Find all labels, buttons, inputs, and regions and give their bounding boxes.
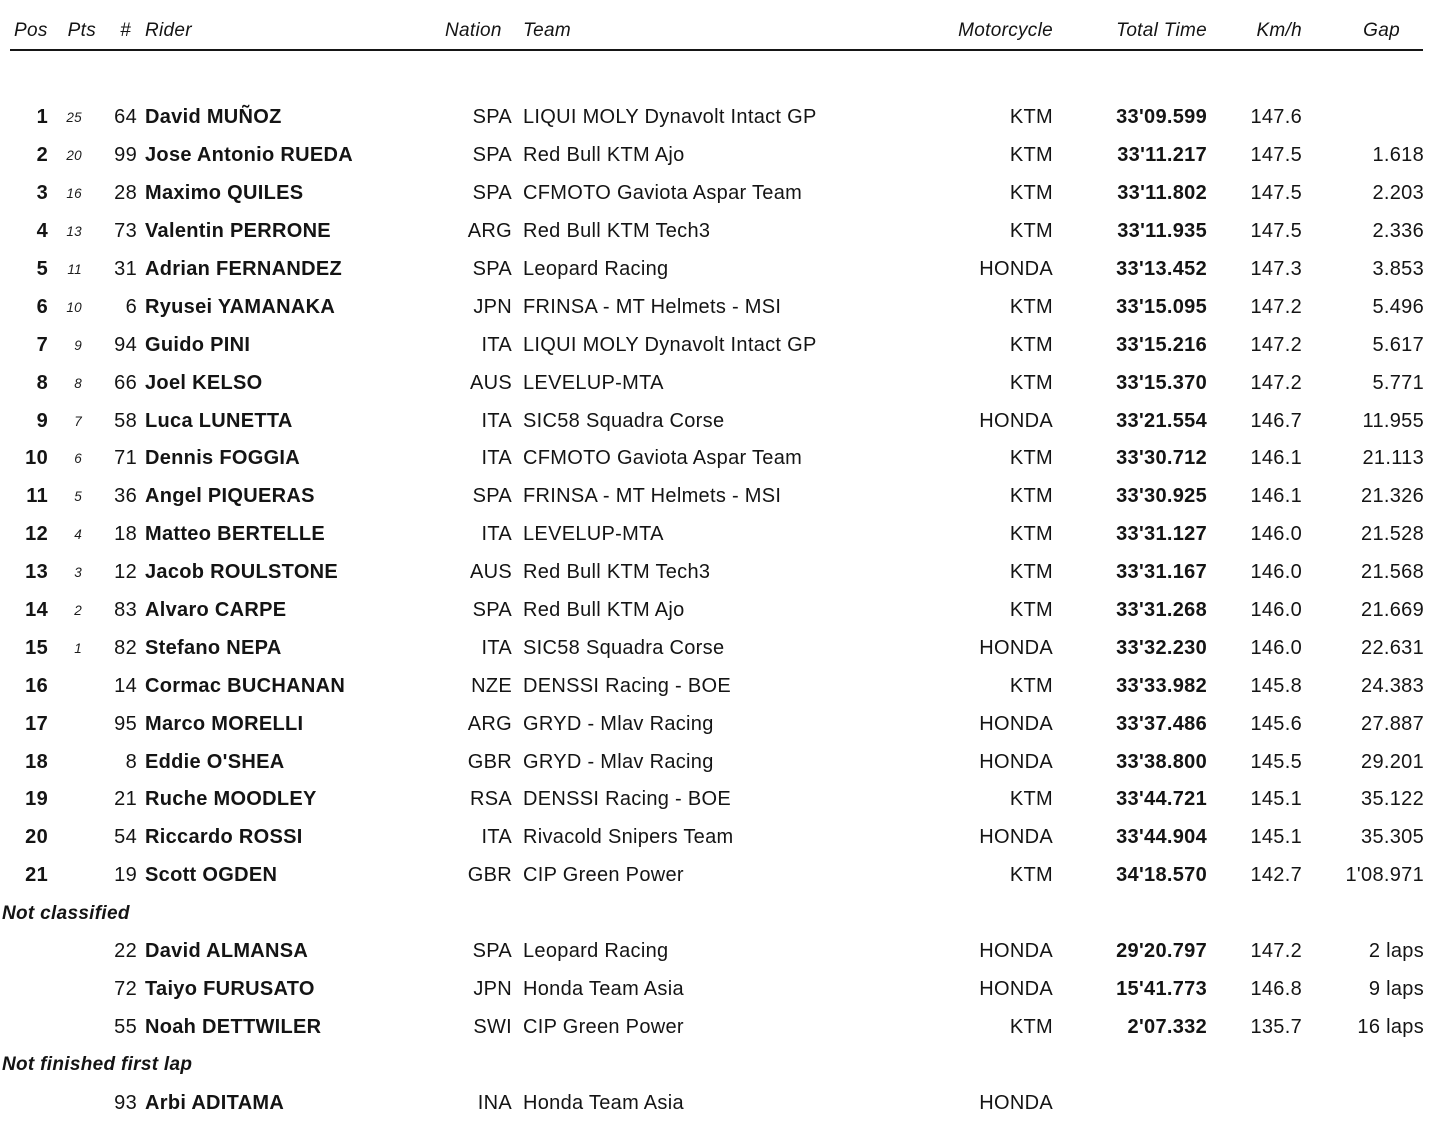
bike-number-cell: 66	[114, 371, 137, 394]
nation-cell: SPA	[472, 258, 512, 280]
position-cell: 5	[36, 258, 48, 280]
motorcycle-cell: KTM	[1009, 144, 1053, 167]
points-cell: 2	[74, 603, 82, 619]
nation-cell: SPA	[472, 106, 512, 129]
nation-cell: AUS	[469, 371, 512, 394]
bike-number-cell: 55	[114, 1015, 137, 1038]
gap-cell: 1.618	[1372, 144, 1424, 167]
column-header-gap: Gap	[1363, 20, 1400, 41]
bike-number-cell: 6	[125, 295, 137, 318]
team-cell: CFMOTO Gaviota Aspar Team	[523, 182, 803, 205]
team-cell: CIP Green Power	[523, 1015, 684, 1038]
team-cell: GRYD - Mlav Racing	[523, 750, 714, 773]
gap-cell: 2.203	[1372, 182, 1424, 205]
kmh-cell: 146.0	[1250, 636, 1302, 659]
kmh-cell: 147.2	[1250, 333, 1302, 356]
motorcycle-cell: HONDA	[979, 826, 1053, 849]
points-cell: 5	[74, 489, 82, 505]
table-row	[0, 288, 1444, 326]
gap-cell: 16 laps	[1357, 1015, 1424, 1038]
gap-cell: 27.887	[1361, 712, 1424, 735]
motorcycle-cell: HONDA	[979, 712, 1053, 735]
nation-cell: NZE	[471, 674, 512, 697]
table-row	[0, 1008, 1444, 1046]
total-time-cell: 2'07.332	[1127, 1015, 1207, 1038]
nation-cell: INA	[477, 1091, 512, 1114]
column-header-number: #	[120, 20, 131, 41]
position-cell: 20	[25, 826, 48, 849]
team-cell: Honda Team Asia	[523, 977, 684, 1000]
rider-name-cell: Jose Antonio RUEDA	[145, 144, 353, 167]
kmh-cell: 146.1	[1250, 485, 1302, 508]
total-time-cell: 33'32.230	[1116, 636, 1207, 659]
motorcycle-cell: KTM	[1009, 788, 1053, 811]
nation-cell: SPA	[472, 940, 512, 963]
rider-name-cell: David MUÑOZ	[145, 106, 282, 129]
bike-number-cell: 36	[114, 485, 137, 508]
rider-name-cell: Cormac BUCHANAN	[145, 674, 346, 697]
position-cell: 12	[25, 523, 48, 546]
column-header-nation: Nation	[445, 20, 502, 41]
gap-cell: 21.568	[1361, 561, 1424, 584]
total-time-cell: 33'38.800	[1116, 750, 1207, 773]
motorcycle-cell: KTM	[1009, 864, 1053, 887]
rider-name-cell: Ryusei YAMANAKA	[145, 295, 336, 318]
rider-name-cell: Adrian FERNANDEZ	[145, 258, 343, 280]
points-cell: 4	[74, 527, 82, 543]
position-cell: 16	[25, 674, 48, 697]
nation-cell: GBR	[467, 864, 512, 887]
kmh-cell: 146.0	[1250, 561, 1302, 584]
total-time-cell: 33'09.599	[1116, 106, 1207, 129]
motorcycle-cell: KTM	[1009, 182, 1053, 205]
bike-number-cell: 58	[114, 409, 137, 432]
gap-cell: 22.631	[1361, 636, 1424, 659]
nation-cell: AUS	[469, 561, 512, 584]
points-cell: 10	[66, 299, 82, 315]
points-cell: 6	[74, 451, 82, 467]
bike-number-cell: 14	[114, 674, 137, 697]
position-cell: 18	[25, 750, 48, 773]
team-cell: CFMOTO Gaviota Aspar Team	[523, 447, 803, 470]
total-time-cell: 29'20.797	[1116, 940, 1207, 963]
column-header-motorcycle: Motorcycle	[958, 20, 1053, 41]
kmh-cell: 147.2	[1250, 940, 1302, 963]
gap-cell: 21.113	[1362, 447, 1424, 470]
rider-name-cell: Valentin PERRONE	[145, 220, 331, 243]
position-cell: 4	[36, 220, 48, 243]
points-cell: 1	[74, 640, 82, 656]
rider-name-cell: Luca LUNETTA	[145, 409, 293, 432]
section-label	[0, 1046, 1444, 1084]
gap-cell: 21.326	[1361, 485, 1424, 508]
bike-number-cell: 18	[114, 523, 137, 546]
rider-name-cell: Arbi ADITAMA	[145, 1091, 285, 1114]
rider-name-cell: Stefano NEPA	[145, 636, 282, 659]
total-time-cell: 33'15.216	[1116, 333, 1207, 356]
motorcycle-cell: HONDA	[979, 750, 1053, 773]
gap-cell: 35.305	[1361, 826, 1424, 849]
kmh-cell: 147.3	[1250, 258, 1302, 280]
position-cell: 21	[25, 864, 48, 887]
gap-cell: 5.617	[1372, 333, 1424, 356]
team-cell: Red Bull KTM Tech3	[523, 220, 711, 243]
position-cell: 9	[36, 409, 48, 432]
kmh-cell: 147.6	[1250, 106, 1302, 129]
table-row	[0, 364, 1444, 402]
motorcycle-cell: HONDA	[979, 977, 1053, 1000]
motorcycle-cell: KTM	[1009, 295, 1053, 318]
total-time-cell: 33'44.721	[1116, 788, 1207, 811]
nation-cell: SPA	[472, 144, 512, 167]
position-cell: 8	[36, 371, 48, 394]
motorcycle-cell: KTM	[1009, 561, 1053, 584]
team-cell: CIP Green Power	[523, 864, 684, 887]
motorcycle-cell: KTM	[1009, 674, 1053, 697]
total-time-cell: 33'44.904	[1116, 826, 1207, 849]
rider-name-cell: Taiyo FURUSATO	[145, 977, 315, 1000]
nation-cell: JPN	[473, 295, 512, 318]
kmh-cell: 142.7	[1250, 864, 1302, 887]
nation-cell: ITA	[481, 523, 512, 546]
total-time-cell: 33'11.217	[1117, 144, 1207, 167]
total-time-cell: 33'37.486	[1116, 712, 1207, 735]
gap-cell: 29.201	[1361, 750, 1424, 773]
position-cell: 6	[36, 295, 48, 318]
table-row	[0, 175, 1444, 213]
nation-cell: SPA	[472, 182, 512, 205]
motorcycle-cell: HONDA	[979, 1091, 1053, 1114]
motorcycle-cell: KTM	[1009, 371, 1053, 394]
kmh-cell: 135.7	[1250, 1015, 1302, 1038]
bike-number-cell: 54	[114, 826, 137, 849]
motorcycle-cell: HONDA	[979, 409, 1053, 432]
total-time-cell: 33'15.370	[1116, 371, 1207, 394]
gap-cell: 5.771	[1372, 371, 1424, 394]
team-cell: Red Bull KTM Ajo	[523, 599, 685, 622]
bike-number-cell: 19	[114, 864, 137, 887]
position-cell: 3	[36, 182, 48, 205]
table-row	[0, 137, 1444, 175]
team-cell: LIQUI MOLY Dynavolt Intact GP	[523, 333, 817, 356]
kmh-cell: 147.2	[1250, 371, 1302, 394]
team-cell: LIQUI MOLY Dynavolt Intact GP	[523, 106, 817, 129]
total-time-cell: 33'31.167	[1116, 561, 1207, 584]
points-cell: 16	[66, 186, 82, 202]
position-cell: 11	[26, 485, 48, 508]
bike-number-cell: 94	[114, 333, 137, 356]
points-cell: 7	[74, 413, 82, 429]
gap-cell: 21.669	[1361, 599, 1424, 622]
bike-number-cell: 72	[114, 977, 137, 1000]
gap-cell: 35.122	[1361, 788, 1424, 811]
total-time-cell: 33'30.925	[1116, 485, 1207, 508]
position-cell: 7	[36, 333, 48, 356]
motorcycle-cell: KTM	[1009, 220, 1053, 243]
bike-number-cell: 73	[114, 220, 137, 243]
position-cell: 19	[25, 788, 48, 811]
kmh-cell: 146.7	[1250, 409, 1302, 432]
table-row	[0, 819, 1444, 857]
kmh-cell: 145.1	[1250, 826, 1302, 849]
position-cell: 1	[36, 106, 48, 129]
team-cell: Leopard Racing	[523, 258, 669, 280]
team-cell: SIC58 Squadra Corse	[523, 636, 725, 659]
total-time-cell: 33'13.452	[1116, 258, 1207, 280]
motorcycle-cell: KTM	[1009, 333, 1053, 356]
bike-number-cell: 71	[114, 447, 137, 470]
rider-name-cell: Ruche MOODLEY	[145, 788, 317, 811]
rider-name-cell: David ALMANSA	[145, 940, 309, 963]
position-cell: 2	[36, 144, 48, 167]
nation-cell: ITA	[481, 826, 512, 849]
team-cell: Red Bull KTM Tech3	[523, 561, 711, 584]
table-row	[0, 970, 1444, 1008]
points-cell: 20	[66, 148, 82, 164]
nation-cell: JPN	[473, 977, 512, 1000]
kmh-cell: 145.5	[1250, 750, 1302, 773]
gap-cell: 9 laps	[1368, 977, 1424, 1000]
table-row	[0, 478, 1444, 516]
rider-name-cell: Guido PINI	[145, 333, 251, 356]
team-cell: GRYD - Mlav Racing	[523, 712, 714, 735]
section-label	[0, 895, 1444, 933]
nation-cell: ARG	[467, 220, 512, 243]
rider-name-cell: Marco MORELLI	[145, 712, 304, 735]
team-cell: Honda Team Asia	[523, 1091, 684, 1114]
bike-number-cell: 64	[114, 106, 137, 129]
position-cell: 13	[25, 561, 48, 584]
position-cell: 14	[25, 599, 48, 622]
motorcycle-cell: KTM	[1009, 485, 1053, 508]
column-header-total-time: Total Time	[1116, 20, 1207, 41]
bike-number-cell: 95	[114, 712, 137, 735]
points-cell: 13	[66, 224, 82, 240]
points-cell: 8	[74, 375, 82, 391]
motorcycle-cell: HONDA	[979, 636, 1053, 659]
table-row	[0, 251, 1444, 289]
rider-name-cell: Eddie O'SHEA	[145, 750, 285, 773]
position-cell: 15	[25, 636, 48, 659]
table-row	[0, 99, 1444, 137]
nation-cell: ARG	[467, 712, 512, 735]
table-row	[0, 213, 1444, 251]
column-header-pos: Pos	[14, 20, 48, 41]
bike-number-cell: 21	[114, 788, 137, 811]
gap-cell: 2 laps	[1368, 940, 1424, 963]
section-label-text: Not finished first lap	[2, 1054, 193, 1076]
team-cell: SIC58 Squadra Corse	[523, 409, 725, 432]
team-cell: Leopard Racing	[523, 940, 669, 963]
team-cell: LEVELUP-MTA	[523, 371, 664, 394]
team-cell: LEVELUP-MTA	[523, 523, 664, 546]
table-row	[0, 743, 1444, 781]
bike-number-cell: 93	[114, 1091, 137, 1114]
bike-number-cell: 83	[114, 599, 137, 622]
table-row	[0, 667, 1444, 705]
nation-cell: GBR	[467, 750, 512, 773]
nation-cell: SWI	[473, 1015, 512, 1038]
nation-cell: ITA	[481, 636, 512, 659]
kmh-cell: 147.5	[1250, 182, 1302, 205]
gap-cell: 3.853	[1372, 258, 1424, 280]
points-cell: 9	[74, 337, 82, 353]
rider-name-cell: Joel KELSO	[145, 371, 263, 394]
bike-number-cell: 22	[114, 940, 137, 963]
rider-name-cell: Maximo QUILES	[145, 182, 304, 205]
table-row	[0, 629, 1444, 667]
kmh-cell: 145.8	[1250, 674, 1302, 697]
kmh-cell: 147.5	[1250, 144, 1302, 167]
results-body	[0, 51, 1444, 1122]
table-row	[0, 516, 1444, 554]
total-time-cell: 33'31.268	[1116, 599, 1207, 622]
rider-name-cell: Alvaro CARPE	[145, 599, 287, 622]
position-cell: 10	[25, 447, 48, 470]
gap-cell: 1'08.971	[1345, 864, 1424, 887]
gap-cell: 2.336	[1372, 220, 1424, 243]
nation-cell: ITA	[481, 333, 512, 356]
kmh-cell: 147.5	[1250, 220, 1302, 243]
column-header-team: Team	[523, 20, 572, 41]
motorcycle-cell: HONDA	[979, 940, 1053, 963]
total-time-cell: 33'31.127	[1116, 523, 1207, 546]
team-cell: DENSSI Racing - BOE	[523, 788, 731, 811]
gap-cell: 21.528	[1361, 523, 1424, 546]
bike-number-cell: 28	[114, 182, 137, 205]
rider-name-cell: Jacob ROULSTONE	[145, 561, 339, 584]
total-time-cell: 33'11.802	[1117, 182, 1207, 205]
total-time-cell: 15'41.773	[1116, 977, 1207, 1000]
table-row	[0, 402, 1444, 440]
nation-cell: RSA	[469, 788, 512, 811]
total-time-cell: 33'33.982	[1116, 674, 1207, 697]
total-time-cell: 34'18.570	[1116, 864, 1207, 887]
kmh-cell: 146.1	[1250, 447, 1302, 470]
kmh-cell: 146.0	[1250, 523, 1302, 546]
motorcycle-cell: KTM	[1009, 447, 1053, 470]
total-time-cell: 33'15.095	[1116, 295, 1207, 318]
rider-name-cell: Dennis FOGGIA	[145, 447, 301, 470]
points-cell: 11	[67, 262, 82, 277]
table-row	[0, 857, 1444, 895]
table-row	[0, 781, 1444, 819]
rider-name-cell: Noah DETTWILER	[145, 1015, 322, 1038]
nation-cell: SPA	[472, 485, 512, 508]
kmh-cell: 147.2	[1250, 295, 1302, 318]
motorcycle-cell: KTM	[1009, 523, 1053, 546]
table-row	[0, 440, 1444, 478]
kmh-cell: 146.8	[1250, 977, 1302, 1000]
gap-cell: 5.496	[1372, 295, 1424, 318]
points-cell: 25	[66, 110, 82, 126]
team-cell: Rivacold Snipers Team	[523, 826, 734, 849]
team-cell: Red Bull KTM Ajo	[523, 144, 685, 167]
team-cell: FRINSA - MT Helmets - MSI	[523, 485, 782, 508]
nation-cell: SPA	[472, 599, 512, 622]
kmh-cell: 145.1	[1250, 788, 1302, 811]
kmh-cell: 145.6	[1250, 712, 1302, 735]
bike-number-cell: 8	[125, 750, 137, 773]
gap-cell: 24.383	[1361, 674, 1424, 697]
rider-name-cell: Angel PIQUERAS	[145, 485, 315, 508]
nation-cell: ITA	[481, 409, 512, 432]
table-row	[0, 554, 1444, 592]
column-header-kmh: Km/h	[1256, 20, 1302, 41]
column-header-pts: Pts	[67, 20, 96, 41]
position-cell: 17	[25, 712, 48, 735]
nation-cell: ITA	[481, 447, 512, 470]
motorcycle-cell: KTM	[1009, 1015, 1053, 1038]
points-cell: 3	[74, 565, 82, 581]
table-row	[0, 705, 1444, 743]
table-row	[0, 1084, 1444, 1122]
team-cell: DENSSI Racing - BOE	[523, 674, 731, 697]
bike-number-cell: 99	[114, 144, 137, 167]
total-time-cell: 33'30.712	[1116, 447, 1207, 470]
rider-name-cell: Riccardo ROSSI	[145, 826, 303, 849]
motorcycle-cell: KTM	[1009, 599, 1053, 622]
section-label-text: Not classified	[2, 902, 130, 924]
total-time-cell: 33'21.554	[1116, 409, 1207, 432]
rider-name-cell: Scott OGDEN	[145, 864, 278, 887]
gap-cell: 11.955	[1362, 409, 1424, 432]
motorcycle-cell: HONDA	[979, 258, 1053, 280]
rider-name-cell: Matteo BERTELLE	[145, 523, 326, 546]
team-cell: FRINSA - MT Helmets - MSI	[523, 295, 782, 318]
table-row	[0, 933, 1444, 971]
table-row	[0, 592, 1444, 630]
bike-number-cell: 31	[114, 258, 137, 280]
bike-number-cell: 12	[114, 561, 137, 584]
kmh-cell: 146.0	[1250, 599, 1302, 622]
column-header-rider: Rider	[145, 20, 192, 41]
motorcycle-cell: KTM	[1009, 106, 1053, 129]
bike-number-cell: 82	[114, 636, 137, 659]
table-row	[0, 326, 1444, 364]
total-time-cell: 33'11.935	[1117, 220, 1207, 243]
table-header-row	[0, 0, 1444, 49]
